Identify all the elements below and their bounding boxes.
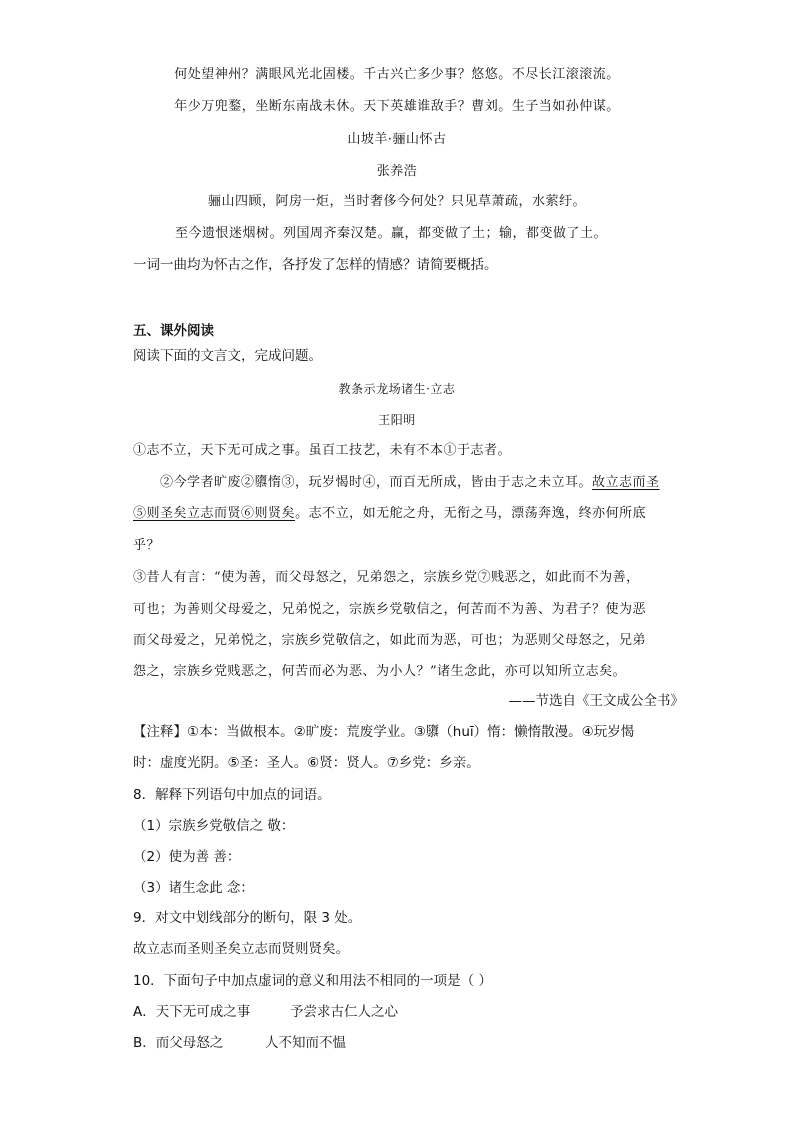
passage-paragraph-2-line-1 bbox=[160, 476, 660, 489]
underlined-sentence-part-3: 则贤矣 bbox=[254, 506, 296, 521]
passage-paragraph-2-line-2 bbox=[133, 507, 646, 520]
paragraph-2-continuation: 。志不立，如无舵之舟，无衔之马，漂荡奔逸，终亦何所底 bbox=[295, 506, 647, 521]
underlined-sentence-part-1: 故立志而圣 bbox=[592, 475, 660, 490]
underlined-sentence-part-2: 则圣矣立志而贤 bbox=[146, 506, 242, 521]
ci-line-1: 何处望神州？满眼风光北固楼。千古兴亡多少事？悠悠。不尽长江滚滚流。 bbox=[174, 67, 620, 82]
question-9-stem: 9．对文中划线部分的断句，限 3 处。 bbox=[133, 910, 362, 926]
qu-line-2: 至今遗恨迷烟树。列国周齐秦汉楚。赢，都变做了土；输，都变做了土。 bbox=[175, 226, 608, 241]
passage-source: ——节选自《王文成公全书》 bbox=[508, 693, 684, 709]
qu-line-1: 骊山四顾，阿房一炬，当时奢侈今何处？只见草萧疏，水萦纡。 bbox=[207, 194, 586, 209]
notes-line-2: 时：虚度光阴。⑤圣：圣人。⑥贤：贤人。⑦乡党：乡亲。 bbox=[133, 755, 480, 771]
passage-paragraph-2-line-3: 乎？ bbox=[133, 538, 161, 553]
section-heading: 五、课外阅读 bbox=[133, 323, 214, 339]
underlined-mark-5: ⑤ bbox=[133, 506, 147, 521]
question-10-option-b: B．而父母怒之 bbox=[133, 1035, 224, 1051]
question-10-option-a-pair: 予尝求古仁人之心 bbox=[290, 1004, 398, 1020]
qu-title: 山坡羊·骊山怀古 bbox=[347, 132, 447, 147]
paragraph-2-text: ②今学者旷废②隳惰③，玩岁愒时④，而百无所成，皆由于志之未立耳。 bbox=[160, 475, 593, 490]
question-8-item-2: （2）使为善 善： bbox=[133, 849, 241, 865]
section-instruction: 阅读下面的文言文，完成问题。 bbox=[133, 348, 322, 364]
question-10-option-b-pair: 人不知而不愠 bbox=[265, 1035, 346, 1051]
passage-paragraph-3-line-4: 怨之，宗族乡党贱恶之，何苦而必为恶、为小人？”诸生念此，亦可以知所立志矣。 bbox=[133, 664, 627, 679]
previous-question: 一词一曲均为怀古之作，各抒发了怎样的情感？请简要概括。 bbox=[133, 257, 498, 273]
question-9-text: 故立志而圣则圣矣立志而贤则贤矣。 bbox=[133, 941, 349, 957]
passage-paragraph-3-line-3: 而父母爱之，兄弟悦之，宗族乡党敬信之，如此而为恶，可也；为恶则父母怒之，兄弟 bbox=[133, 633, 647, 648]
question-10-stem: 10．下面句子中加点虚词的意义和用法不相同的一项是（ ） bbox=[133, 973, 492, 989]
passage-title: 教条示龙场诸生·立志 bbox=[338, 382, 456, 396]
question-8-item-1: （1）宗族乡党敬信之 敬： bbox=[133, 818, 295, 834]
passage-paragraph-3-line-2: 可也；为善则父母爱之，兄弟悦之，宗族乡党敬信之，何苦而不为善、为君子？使为恶 bbox=[133, 602, 647, 617]
passage-paragraph-3-line-1: ③昔人有言：“使为善，而父母怒之，兄弟怨之，宗族乡党⑦贱恶之，如此而不为善， bbox=[133, 570, 640, 585]
notes-line-1: 【注释】①本：当做根本。②旷废：荒废学业。③隳（huī）惰：懒惰散漫。④玩岁愒 bbox=[133, 724, 635, 740]
qu-author: 张养浩 bbox=[376, 164, 418, 179]
underlined-mark-6: ⑥ bbox=[241, 506, 255, 521]
ci-line-2: 年少万兜鍪，坐断东南战未休。天下英雄谁敌手？曹刘。生子当如孙仲谋。 bbox=[174, 99, 620, 114]
question-10-option-a: A．天下无可成之事 bbox=[133, 1004, 251, 1020]
question-8-stem: 8．解释下列语句中加点的词语。 bbox=[133, 787, 331, 803]
passage-paragraph-1: ①志不立，天下无可成之事。虽百工技艺，未有不本①于志者。 bbox=[133, 443, 512, 458]
question-8-item-3: （3）诸生念此 念： bbox=[133, 880, 254, 896]
passage-author: 王阳明 bbox=[378, 413, 416, 427]
